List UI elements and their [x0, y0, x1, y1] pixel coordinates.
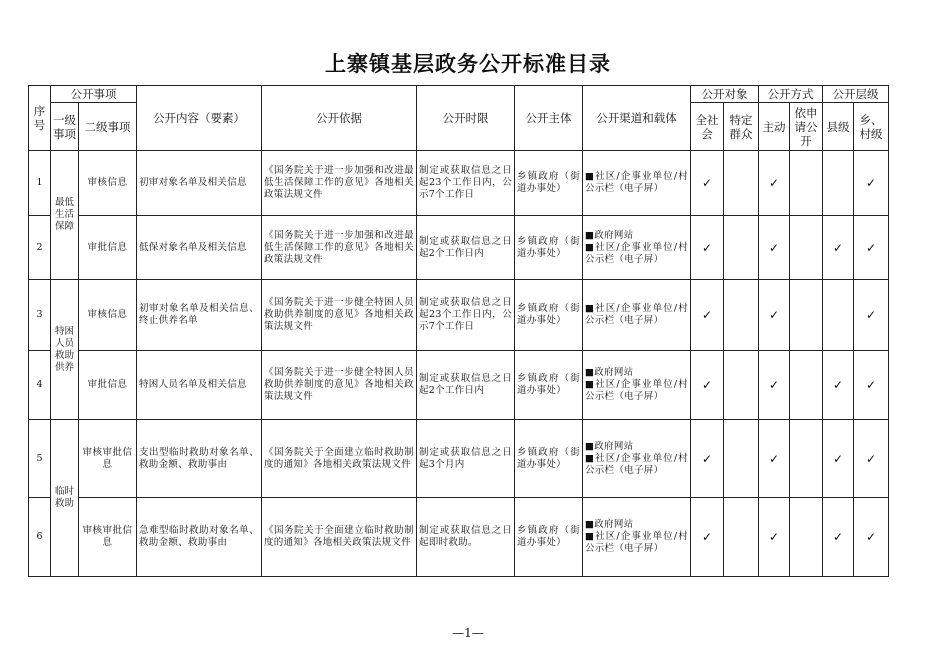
cell-method-active: ✓: [759, 498, 790, 577]
channel-line: ■社区/企事业单位/村公示栏（电子屏）: [585, 171, 688, 194]
cell-content: 初审对象名单及相关信息、终止供养名单: [137, 280, 262, 351]
cell-level-town: ✓: [854, 151, 889, 216]
cell-time: 制定或获取信息之日起3个月内: [417, 420, 515, 498]
cell-basis: 《国务院关于进一步健全特困人员救助供养制度的意见》各地相关政策法规文件: [262, 280, 417, 351]
page-number: —1—: [452, 626, 484, 640]
document-title: 上寨镇基层政务公开标准目录: [325, 51, 611, 76]
header-target-group: 公开对象: [691, 86, 759, 103]
cell-target-specific: [724, 216, 759, 280]
cell-method-apply: [790, 280, 823, 351]
cell-subject: 乡镇政府（街道办事处）: [515, 351, 583, 420]
channel-line: ■社区/企事业单位/村公示栏（电子屏）: [585, 531, 688, 554]
cell-time: 制定或获取信息之日起2个工作日内: [417, 216, 515, 280]
cell-basis: 《国务院关于进一步健全特困人员救助供养制度的意见》各地相关政策法规文件: [262, 351, 417, 420]
cell-seq: 6: [29, 498, 51, 577]
cell-method-active: ✓: [759, 351, 790, 420]
cell-level2: 审核审批信息: [79, 498, 137, 577]
cell-channel: [583, 498, 691, 577]
cell-level-county: ✓: [823, 351, 854, 420]
header-method-group: 公开方式: [759, 86, 823, 103]
cell-subject: 乡镇政府（街道办事处）: [515, 280, 583, 351]
table-row: [29, 151, 889, 216]
cell-target-all: ✓: [691, 280, 724, 351]
cell-level-county: [823, 151, 854, 216]
cell-level-county: ✓: [823, 498, 854, 577]
cell-time: 制定或获取信息之日起2个工作日内: [417, 351, 515, 420]
cell-seq: 2: [29, 216, 51, 280]
cell-subject: 乡镇政府（街道办事处）: [515, 498, 583, 577]
channel-line: ■社区/企事业单位/村公示栏（电子屏）: [585, 303, 688, 326]
cell-content: 支出型临时救助对象名单、救助金额、救助事由: [137, 420, 262, 498]
header-method-active: 主动: [759, 103, 790, 151]
cell-method-active: ✓: [759, 280, 790, 351]
cell-method-active: ✓: [759, 151, 790, 216]
cell-time: 制定或获取信息之日起即时救助。: [417, 498, 515, 577]
cell-seq: 4: [29, 351, 51, 420]
cell-seq: 1: [29, 151, 51, 216]
cell-level2: 审核信息: [79, 280, 137, 351]
cell-target-specific: [724, 498, 759, 577]
header-level2: 二级事项: [79, 103, 137, 151]
header-method-apply: 依申请公开: [790, 103, 823, 151]
cell-level-town: ✓: [854, 351, 889, 420]
header-target-specific: 特定群众: [724, 103, 759, 151]
channel-line: ■政府网站: [585, 229, 634, 241]
cell-time: 制定或获取信息之日起23个工作日内，公示7个工作日: [417, 280, 515, 351]
cell-target-specific: [724, 351, 759, 420]
cell-basis: 《国务院关于全面建立临时救助制度的通知》各地相关政策法规文件: [262, 420, 417, 498]
header-level1: 一级事项: [51, 103, 79, 151]
cell-seq: 3: [29, 280, 51, 351]
cell-target-all: ✓: [691, 498, 724, 577]
cell-target-all: ✓: [691, 420, 724, 498]
cell-method-apply: [790, 151, 823, 216]
cell-subject: 乡镇政府（街道办事处）: [515, 151, 583, 216]
table-row: [29, 420, 889, 498]
cell-content: 初审对象名单及相关信息: [137, 151, 262, 216]
channel-line: ■社区/企事业单位/村公示栏（电子屏）: [585, 241, 688, 265]
cell-method-active: ✓: [759, 216, 790, 280]
cell-channel: [583, 351, 691, 420]
cell-level-town: ✓: [854, 216, 889, 280]
cell-level2: 审批信息: [79, 216, 137, 280]
cell-level-town: ✓: [854, 498, 889, 577]
header-level-town: 乡、村级: [854, 103, 889, 151]
table-row: [29, 280, 889, 351]
table-row: [29, 498, 889, 577]
table-row: [29, 216, 889, 280]
header-time: 公开时限: [417, 86, 515, 151]
cell-method-apply: [790, 498, 823, 577]
cell-method-apply: [790, 216, 823, 280]
cell-channel: [583, 280, 691, 351]
channel-line: ■政府网站: [585, 367, 634, 378]
cell-channel: [583, 420, 691, 498]
cell-target-specific: [724, 151, 759, 216]
cell-level1: 最低生活保障: [51, 151, 79, 280]
header-level-county: 县级: [823, 103, 854, 151]
cell-content: 低保对象名单及相关信息: [137, 216, 262, 280]
channel-line: ■社区/企事业单位/村公示栏（电子屏）: [585, 379, 688, 402]
cell-level1: 特困人员救助供养: [51, 280, 79, 420]
cell-content: 特困人员名单及相关信息: [137, 351, 262, 420]
header-basis: 公开依据: [262, 86, 417, 151]
header-subject: 公开主体: [515, 86, 583, 151]
cell-level-town: ✓: [854, 280, 889, 351]
cell-method-active: ✓: [759, 420, 790, 498]
cell-target-all: ✓: [691, 216, 724, 280]
directory-table: [28, 85, 889, 577]
cell-target-all: ✓: [691, 151, 724, 216]
header-seq: 序号: [29, 86, 51, 151]
cell-channel: [583, 151, 691, 216]
cell-level2: 审核信息: [79, 151, 137, 216]
cell-target-all: ✓: [691, 351, 724, 420]
cell-subject: 乡镇政府（街道办事处）: [515, 216, 583, 280]
cell-time: 制定或获取信息之日起23个工作日内，公示7个工作日: [417, 151, 515, 216]
table-row: [29, 351, 889, 420]
cell-level-county: ✓: [823, 216, 854, 280]
cell-target-specific: [724, 280, 759, 351]
cell-target-specific: [724, 420, 759, 498]
cell-seq: 5: [29, 420, 51, 498]
cell-level1: 临时救助: [51, 420, 79, 577]
cell-channel: [583, 216, 691, 280]
header-channel: 公开渠道和载体: [583, 86, 691, 151]
cell-level2: 审批信息: [79, 351, 137, 420]
cell-basis: 《国务院关于进一步加强和改进最低生活保障工作的意见》各地相关政策法规文件: [262, 151, 417, 216]
cell-content: 急难型临时救助对象名单、救助金额、救助事由: [137, 498, 262, 577]
header-items-group: 公开事项: [51, 86, 137, 103]
cell-basis: 《国务院关于全面建立临时救助制度的通知》各地相关政策法规文件: [262, 498, 417, 577]
directory-body: [29, 151, 889, 577]
channel-line: ■政府网站: [585, 440, 634, 452]
cell-method-apply: [790, 351, 823, 420]
header-level-group: 公开层级: [823, 86, 889, 103]
header-content: 公开内容（要素）: [137, 86, 262, 151]
channel-line: ■政府网站: [585, 519, 634, 530]
cell-level-town: ✓: [854, 420, 889, 498]
cell-level2: 审核审批信息: [79, 420, 137, 498]
channel-line: ■社区/企事业单位/村公示栏（电子屏）: [585, 452, 688, 476]
cell-level-county: ✓: [823, 420, 854, 498]
cell-basis: 《国务院关于进一步加强和改进最低生活保障工作的意见》各地相关政策法规文件: [262, 216, 417, 280]
cell-level-county: [823, 280, 854, 351]
cell-method-apply: [790, 420, 823, 498]
header-target-all: 全社会: [691, 103, 724, 151]
cell-subject: 乡镇政府（街道办事处）: [515, 420, 583, 498]
